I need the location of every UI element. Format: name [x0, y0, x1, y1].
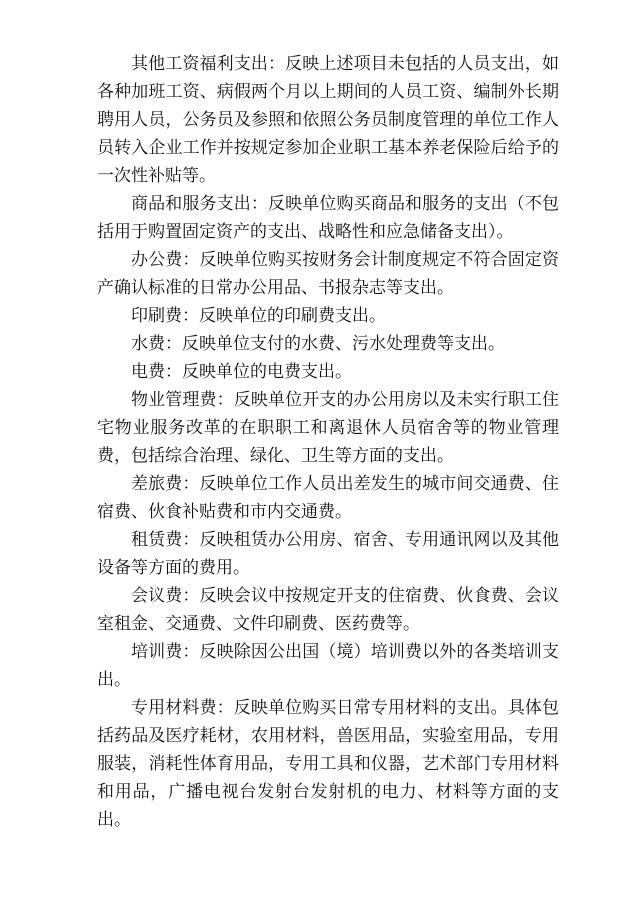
paragraph-special-materials: 专用材料费：反映单位购买日常专用材料的支出。具体包括药品及医疗耗材，农用材料，兽医用品，实验室用品，专用服装，消耗性体育用品，专用工具和仪器，艺术部门专用材料和用品，广播电视台发射台发射机的电力、材料等方面的支出。	[97, 698, 559, 830]
paragraph-rental-expense: 租赁费：反映租赁办公用房、宿舍、专用通讯网以及其他设备等方面的费用。	[97, 530, 559, 578]
paragraph-meeting-expense: 会议费：反映会议中按规定开支的住宿费、伙食费、会议室租金、交通费、文件印刷费、医药费等。	[97, 586, 559, 634]
paragraph-office-expense: 办公费：反映单位购买按财务会计制度规定不符合固定资产确认标准的日常办公用品、书报杂志等支出。	[97, 250, 559, 298]
paragraph-property-management: 物业管理费：反映单位开支的办公用房以及未实行职工住宅物业服务改革的在职职工和离退休人员宿舍等的物业管理费，包括综合治理、绿化、卫生等方面的支出。	[97, 390, 559, 466]
paragraph-printing-expense: 印刷费：反映单位的印刷费支出。	[131, 306, 386, 326]
document-page	[97, 50, 559, 834]
paragraph-water-expense: 水费：反映单位支付的水费、污水处理费等支出。	[131, 334, 505, 354]
paragraph-travel-expense: 差旅费：反映单位工作人员出差发生的城市间交通费、住宿费、伙食补贴费和市内交通费。	[97, 474, 559, 522]
paragraph-training-expense: 培训费：反映除因公出国（境）培训费以外的各类培训支出。	[97, 642, 559, 690]
paragraph-goods-services: 商品和服务支出：反映单位购买商品和服务的支出（不包括用于购置固定资产的支出、战略性和应急储备支出）。	[97, 194, 559, 242]
paragraph-electricity-expense: 电费：反映单位的电费支出。	[131, 362, 352, 382]
paragraph-other-wage-welfare: 其他工资福利支出：反映上述项目未包括的人员支出，如各种加班工资、病假两个月以上期间的人员工资、编制外长期聘用人员，公务员及参照和依照公务员制度管理的单位工作人员转入企业工作并按规定参加企业职工基本养老保险后给予的一次性补贴等。	[97, 54, 559, 186]
